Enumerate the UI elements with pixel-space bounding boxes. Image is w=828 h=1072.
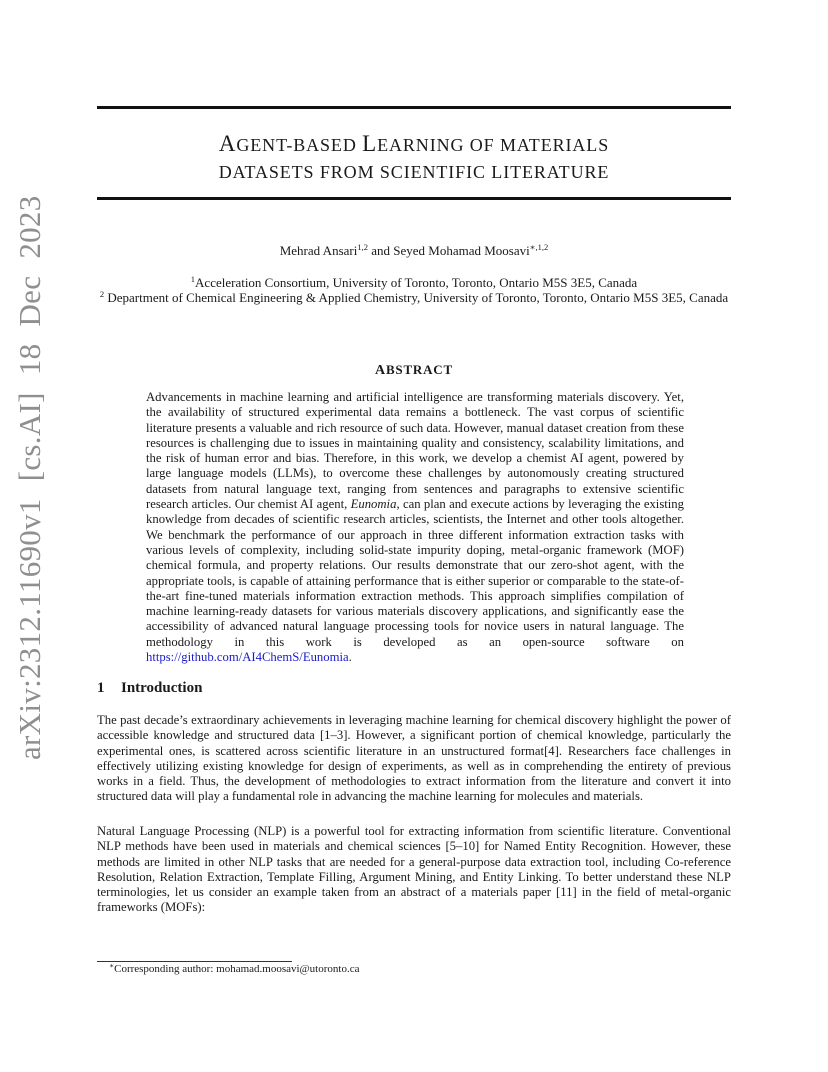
github-repo-link[interactable]: https://github.com/AI4ChemS/Eunomia xyxy=(146,650,349,665)
affiliation-marker: 1 xyxy=(190,274,196,284)
arxiv-identifier-stamp: arXiv:2312.11690v1 [cs.AI] 18 Dec 2023 xyxy=(12,195,47,760)
body-paragraph: Natural Language Processing (NLP) is a powerful tool for extracting information from scientific literature. Conventional NLP methods have been used in materials and chemical sciences [5–10] for Named Entity Recognition. However, these methods are limited in other NLP tasks that are needed for a general-purpose data extraction tool, including Co-reference Resolution, Relation Extraction, Template Filling, Argument Mining, and Entity Linking. To better understand these NLP terminologies, let us consider an example taken from an abstract of a materials paper [11] in the field of metal-organic frameworks (MOFs): xyxy=(97,824,731,915)
section-number: 1 xyxy=(97,680,105,696)
section-heading-introduction xyxy=(97,680,202,697)
author-name: Seyed Mohamad Moosavi xyxy=(393,243,530,258)
author-list xyxy=(97,243,731,259)
abstract-text: , can plan and execute actions by leveraging the existing knowledge from decades of scientific research articles, scientists, the Internet and other tools altogether. We benchmark the performance of our approach in three different information extraction tasks with various levels of complexity, including solid-state impurity doping, metal-organic framework (MOF) chemical formula, and property relations. Our results demonstrate that our zero-shot agent, with the appropriate tools, is capable of attaining performance that is either superior or comparable to the state-of-the-art fine-tuned materials information extraction methods. This approach simplifies compilation of machine learning-ready datasets for various materials discovery applications, and significantly ease the accessibility of advanced natural language processing tools for novice users in natural language. The methodology in this work is developed as an open-source software on xyxy=(146,497,684,649)
author-affiliation-marker: ∗,1,2 xyxy=(529,242,549,252)
affiliation-text: Department of Chemical Engineering & Applied Chemistry, University of Toronto, Toronto, Ontario M5S 3E5, Canada xyxy=(104,290,729,305)
author-name: Mehrad Ansari xyxy=(279,243,358,258)
affiliation-text: Acceleration Consortium, University of Toronto, Toronto, Ontario M5S 3E5, Canada xyxy=(195,275,638,290)
footnote-marker: ∗ xyxy=(109,961,115,970)
paper-title-line-2: DATASETS FROM SCIENTIFIC LITERATURE xyxy=(218,162,610,182)
affiliation-1 xyxy=(97,275,731,290)
title-initial-b: L xyxy=(362,131,378,156)
abstract-heading xyxy=(97,362,731,379)
body-paragraph: The past decade’s extraordinary achievements in leveraging machine learning for chemical discovery highlight the power of accessible knowledge and structured data [1–3]. However, a significant portion of chemical knowledge, particularly the experimental ones, is scattered across scientific literature in an unstructured format[4]. Researchers face challenges in effectively utilizing existing knowledge for design of experiments, as well as in comprehending the entirety of previous works in a field. Thus, the development of methodologies to extract information from the literature and convert it into structured data will play a fundamental role in advancing the machine learning for molecules and materials. xyxy=(97,713,731,804)
affiliation-marker: 2 xyxy=(99,289,105,299)
agent-name: Eunomia xyxy=(350,497,397,512)
abstract-text-end: . xyxy=(348,650,352,665)
affiliation-2 xyxy=(97,290,731,305)
title-part-b: EARNING OF MATERIALS xyxy=(377,135,610,155)
abstract-heading-initial: A xyxy=(375,363,386,378)
paper-title-line-1 xyxy=(97,130,731,159)
abstract-body xyxy=(146,390,684,665)
title-bottom-rule xyxy=(97,197,731,200)
author-affiliation-marker: 1,2 xyxy=(357,242,368,252)
section-title: Introduction xyxy=(121,680,203,696)
footnote-text: Corresponding author: mohamad.moosavi@utoronto.ca xyxy=(114,963,360,975)
title-top-rule xyxy=(97,106,731,109)
title-part-a: GENT-BASED xyxy=(236,135,363,155)
author-joiner: and xyxy=(367,243,394,258)
footnote xyxy=(109,962,359,977)
abstract-heading-rest: BSTRACT xyxy=(385,362,453,377)
title-initial-a: A xyxy=(218,131,237,156)
abstract-text: Advancements in machine learning and artificial intelligence are transforming materials discovery. Yet, the availability of structured experimental data remains a bottleneck. The vast corpus of scientific literature presents a valuable and rich resource of such data. However, manual dataset creation from these resources is challenging due to issues in maintaining quality and consistency, scalability limitations, and the risk of human error and bias. Therefore, in this work, we develop a chemist AI agent, powered by large language models (LLMs), to overcome these challenges by autonomously creating structured datasets from natural language text, ranging from sentences and paragraphs to extensive scientific research articles. Our chemist AI agent, xyxy=(146,390,684,512)
